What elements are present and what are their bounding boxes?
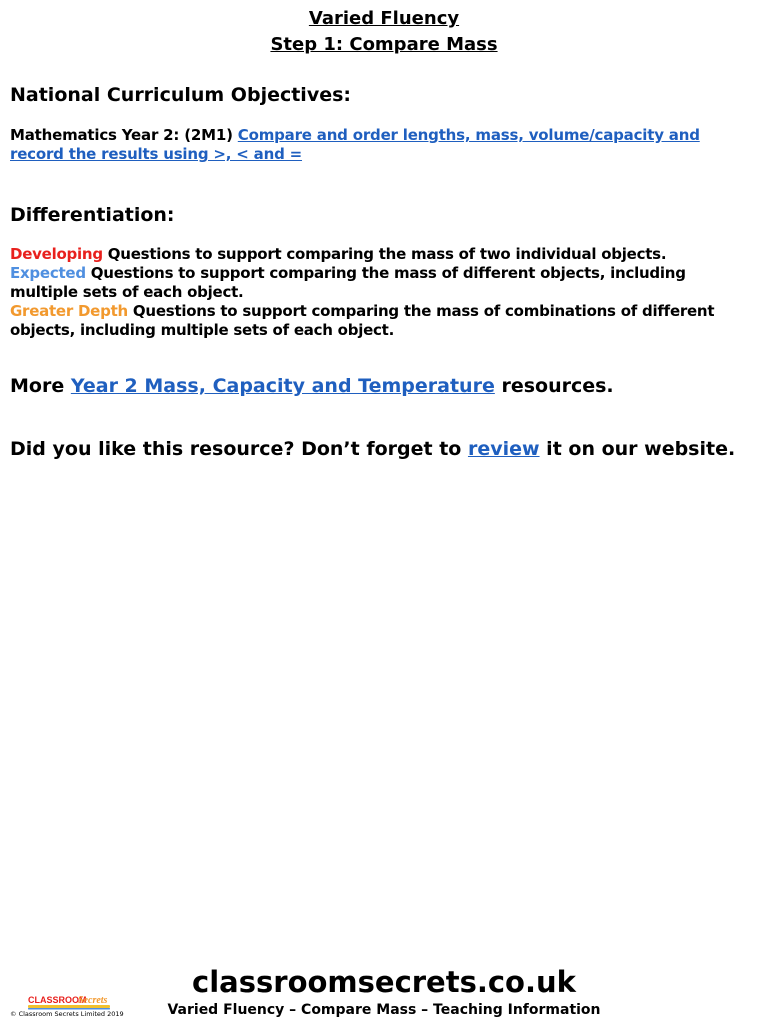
footer-subtitle: Varied Fluency – Compare Mass – Teaching Information: [167, 1002, 601, 1018]
review-suffix: it on our website.: [539, 438, 736, 460]
diff-level-greater-depth: Greater Depth: [10, 302, 128, 320]
page-title: Varied Fluency: [308, 8, 460, 29]
more-prefix: More: [10, 375, 71, 397]
logo-word-secrets: Secrets: [78, 995, 108, 1006]
objective-text: [10, 126, 750, 164]
differentiation-list: [10, 245, 758, 340]
diff-item-greater-depth: [10, 302, 758, 340]
page-subtitle: Step 1: Compare Mass: [270, 34, 498, 55]
more-resources-line: [10, 373, 758, 399]
review-link[interactable]: review: [467, 438, 540, 460]
review-prefix: Did you like this resource? Don’t forget to: [10, 438, 468, 460]
diff-level-developing: Developing: [10, 245, 103, 263]
objective-prefix: Mathematics Year 2: (2M1): [10, 126, 238, 144]
diff-text-developing: Questions to support comparing the mass of two individual objects.: [102, 245, 667, 263]
title-block: [0, 6, 768, 58]
diff-level-expected: Expected: [10, 264, 86, 282]
review-line: [10, 436, 758, 462]
differentiation-heading: Differentiation:: [10, 204, 175, 226]
more-suffix: resources.: [494, 375, 614, 397]
objective-link[interactable]: Compare and order lengths, mass, volume/capacity and record the results using >, < and =: [10, 126, 700, 163]
footer-url: classroomsecrets.co.uk: [192, 965, 576, 999]
diff-text-expected: Questions to support comparing the mass of different objects, including multiple sets of each object.: [10, 264, 686, 301]
objectives-heading: National Curriculum Objectives:: [10, 84, 351, 106]
diff-item-expected: [10, 264, 758, 302]
logo-word-classroom: CLASSROOM: [28, 995, 87, 1005]
copyright-text: © Classroom Secrets Limited 2019: [10, 1010, 124, 1018]
diff-item-developing: [10, 245, 758, 264]
more-resources-link[interactable]: Year 2 Mass, Capacity and Temperature: [70, 375, 495, 397]
diff-text-greater-depth: Questions to support comparing the mass of combinations of different objects, including multiple sets of each object.: [10, 302, 715, 339]
